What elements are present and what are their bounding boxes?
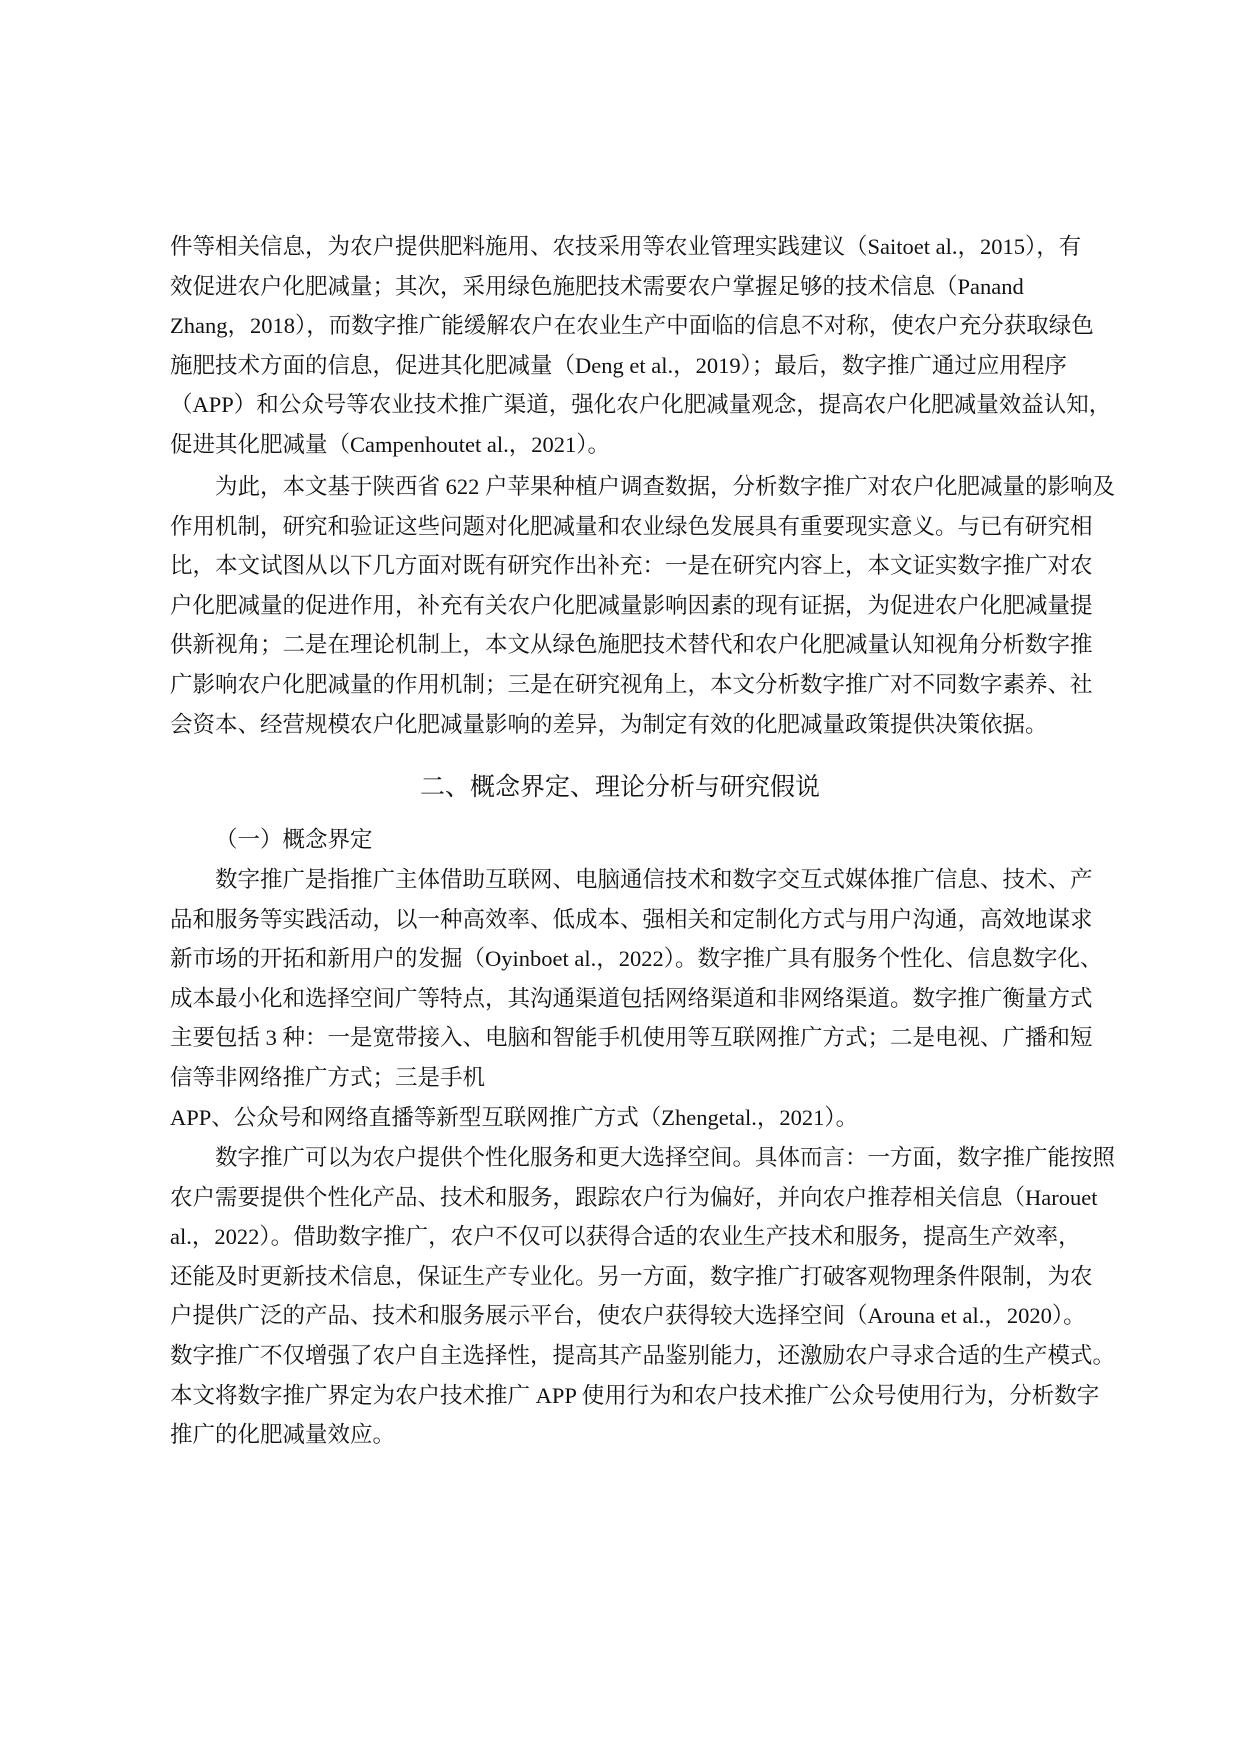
text-line: 信等非网络推广方式；三是手机 — [170, 1064, 486, 1090]
text-line: 主要包括 3 种：一是宽带接入、电脑和智能手机使用等互联网推广方式；二是电视、广播和短 — [170, 1025, 1093, 1051]
paragraph-contributions — [170, 467, 1116, 744]
text-line: 农户需要提供个性化产品、技术和服务，跟踪农户行为偏好，并向农户推荐相关信息（Harouet — [170, 1184, 1098, 1210]
text-line: 比，本文试图从以下几方面对既有研究作出补充：一是在研究内容上，本文证实数字推广对农 — [170, 553, 1093, 579]
text-line: 成本最小化和选择空间广等特点，其沟通渠道包括网络渠道和非网络渠道。数字推广衡量方式 — [170, 985, 1093, 1011]
text-line: 新市场的开拓和新用户的发掘（Oyinboet al.，2022）。数字推广具有服务个性化、信息数字化、 — [170, 946, 1103, 972]
text-line: 户化肥减量的促进作用，补充有关农户化肥减量影响因素的现有证据，为促进农户化肥减量提 — [170, 592, 1093, 618]
text-line: 施肥技术方面的信息，促进其化肥减量（Deng et al.，2019）；最后，数字推广通过应用程序 — [170, 352, 1067, 378]
paragraph-personalization — [170, 1138, 1116, 1455]
text-line: 会资本、经营规模农户化肥减量影响的差异，为制定有效的化肥减量政策提供决策依据。 — [170, 711, 1048, 737]
text-line: 品和服务等实践活动，以一种高效率、低成本、强相关和定制化方式与用户沟通，高效地谋求 — [170, 906, 1093, 932]
text-line: 户提供广泛的产品、技术和服务展示平台，使农户获得较大选择空间（Arouna et al.，2020）。 — [170, 1303, 1086, 1329]
text-line: 效促进农户化肥减量；其次，采用绿色施肥技术需要农户掌握足够的技术信息（Panand — [170, 273, 1024, 299]
text-line: 为此，本文基于陕西省 622 户苹果种植户调查数据，分析数字推广对农户化肥减量的影响及 — [215, 474, 1116, 499]
section-heading: 二、概念界定、理论分析与研究假说 — [419, 774, 820, 801]
subsection-heading: （一）概念界定 — [215, 827, 373, 852]
text-line: al.，2022）。借助数字推广，农户不仅可以获得合适的农业生产技术和服务，提高生产效率， — [170, 1224, 1081, 1250]
text-line: 广影响农户化肥减量的作用机制；三是在研究视角上，本文分析数字推广对不同数字素养、社 — [170, 671, 1093, 697]
text-line: 供新视角；二是在理论机制上，本文从绿色施肥技术替代和农户化肥减量认知视角分析数字推 — [170, 632, 1093, 658]
text-line: 本文将数字推广界定为农户技术推广 APP 使用行为和农户技术推广公众号使用行为，分析数字 — [170, 1382, 1100, 1408]
text-line: 促进其化肥减量（Campenhoutet al.，2021）。 — [170, 431, 610, 457]
text-line: 件等相关信息，为农户提供肥料施用、农技采用等农业管理实践建议（Saitoet al.，2015），有 — [170, 234, 1082, 259]
text-line: （APP）和公众号等农业技术推广渠道，强化农户化肥减量观念，提高农户化肥减量效益认知， — [170, 392, 1112, 418]
text-line: 数字推广是指推广主体借助互联网、电脑通信技术和数字交互式媒体推广信息、技术、产 — [215, 867, 1093, 892]
paragraph-intro-continued — [170, 227, 1112, 465]
paragraph-definition — [170, 860, 1103, 1137]
text-line: 数字推广可以为农户提供个性化服务和更大选择空间。具体而言：一方面，数字推广能按照 — [215, 1145, 1116, 1170]
text-line: 还能及时更新技术信息，保证生产专业化。另一方面，数字推广打破客观物理条件限制，为农 — [170, 1263, 1093, 1289]
text-line: 数字推广不仅增强了农户自主选择性，提高其产品鉴别能力，还激励农户寻求合适的生产模式。 — [170, 1342, 1116, 1368]
text-line: APP、公众号和网络直播等新型互联网推广方式（Zhengetal.，2021）。 — [170, 1104, 859, 1130]
text-line: Zhang，2018），而数字推广能缓解农户在农业生产中面临的信息不对称，使农户充分获取绿色 — [170, 313, 1094, 339]
text-line: 推广的化肥减量效应。 — [170, 1422, 396, 1448]
text-line: 作用机制，研究和验证这些问题对化肥减量和农业绿色发展具有重要现实意义。与已有研究相 — [170, 513, 1093, 539]
